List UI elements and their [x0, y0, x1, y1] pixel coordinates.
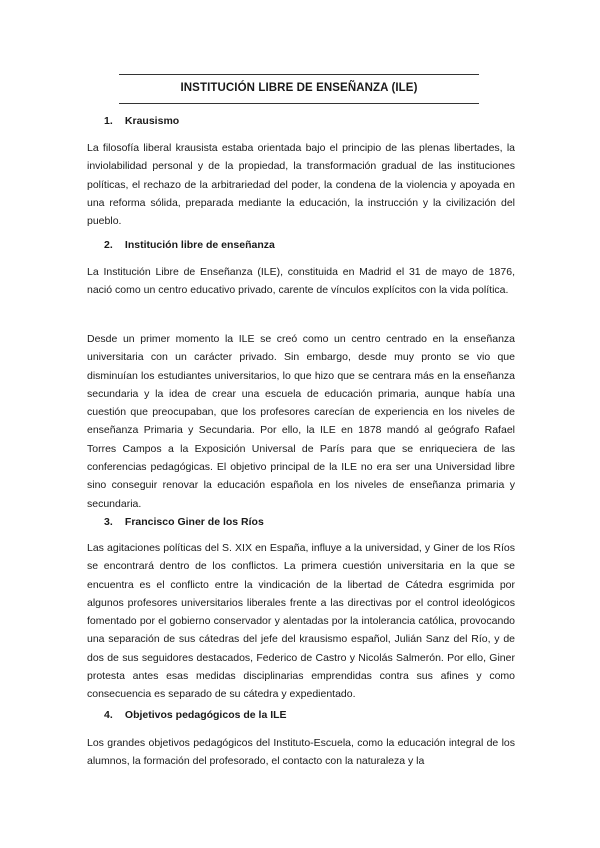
- paragraph: La Institución Libre de Enseñanza (ILE), constituida en Madrid el 31 de mayo de 1876, nació como un centro educativo privado, carente de vínculos explícitos con la vida política.: [87, 266, 515, 297]
- paragraph: Los grandes objetivos pedagógicos del Instituto-Escuela, como la educación integral de los alumnos, la formación del profesorado, el contacto con la naturaleza y la: [87, 737, 515, 768]
- section-heading-ile: [104, 239, 275, 251]
- section-number: 2.: [104, 239, 113, 251]
- section-title: Institución libre de enseñanza: [124, 239, 275, 251]
- section-heading-objetivos: [104, 709, 287, 721]
- paragraph: Desde un primer momento la ILE se creó como un centro centrado en la enseñanza universitaria con un carácter privado. Sin embargo, desde muy pronto se vio que disminuían los estudiantes universitarios, lo que hizo que se centrara más en la enseñanza secundaria y la idea de crear una escuela de educación primaria, aunque había una cuestión que preocupaban, que los profesores carecían de experiencia en los niveles de enseñanza Primaria y Secundaria. Por ello, la ILE en 1878 mandó al geógrafo Rafael Torres Campos a la Exposición Universal de París para que se enriqueciera de las conferencias pedagógicas. El objetivo principal de la ILE no era ser una Universidad libre sino conseguir renovar la educación española en los niveles de enseñanza primaria y secundaria.: [87, 333, 515, 510]
- paragraph: Las agitaciones políticas del S. XIX en España, influye a la universidad, y Giner de los Ríos se encontrará dentro de los conflictos. La primera cuestión universitaria en la que se encuentra es el conflicto entre la vindicación de la libertad de Cátedra esgrimida por algunos profesores universitarios liberales frente a las directivas por el control ideológicos fomentado por el gobierno conservador y alentadas por la intolerancia católica, provocando una separación de sus cátedras del jefe del krausismo español, Julián Sanz del Río, y de dos de sus seguidores destacados, Federico de Castro y Nicolás Salmerón. Por ello, Giner protesta antes esas medidas disciplinarias emprendidas contra sus afines y como consecuencia es separado de su cátedra y expedientado.: [87, 542, 515, 701]
- section-number: 3.: [104, 516, 113, 528]
- section-number: 4.: [104, 709, 113, 721]
- section-title: Francisco Giner de los Ríos: [124, 516, 264, 528]
- section-title: Objetivos pedagógicos de la ILE: [124, 709, 287, 721]
- section-number: 1.: [104, 115, 113, 127]
- section-heading-krausismo: [104, 115, 179, 127]
- title-top-rule: [119, 74, 479, 75]
- section-heading-giner: [104, 516, 264, 528]
- paragraph: La filosofía liberal krausista estaba orientada bajo el principio de las plenas libertades, la inviolabilidad personal y de la propiedad, la transformación gradual de las instituciones políticas, el rechazo de la arbitrariedad del poder, la condena de la violencia y apoyada en una reforma sólida, preparada mediante la educación, la instrucción y la civilización del pueblo.: [87, 142, 515, 228]
- title-bottom-rule: [119, 103, 479, 104]
- section-title: Krausismo: [124, 115, 180, 127]
- document-title: INSTITUCIÓN LIBRE DE ENSEÑANZA (ILE): [180, 82, 418, 94]
